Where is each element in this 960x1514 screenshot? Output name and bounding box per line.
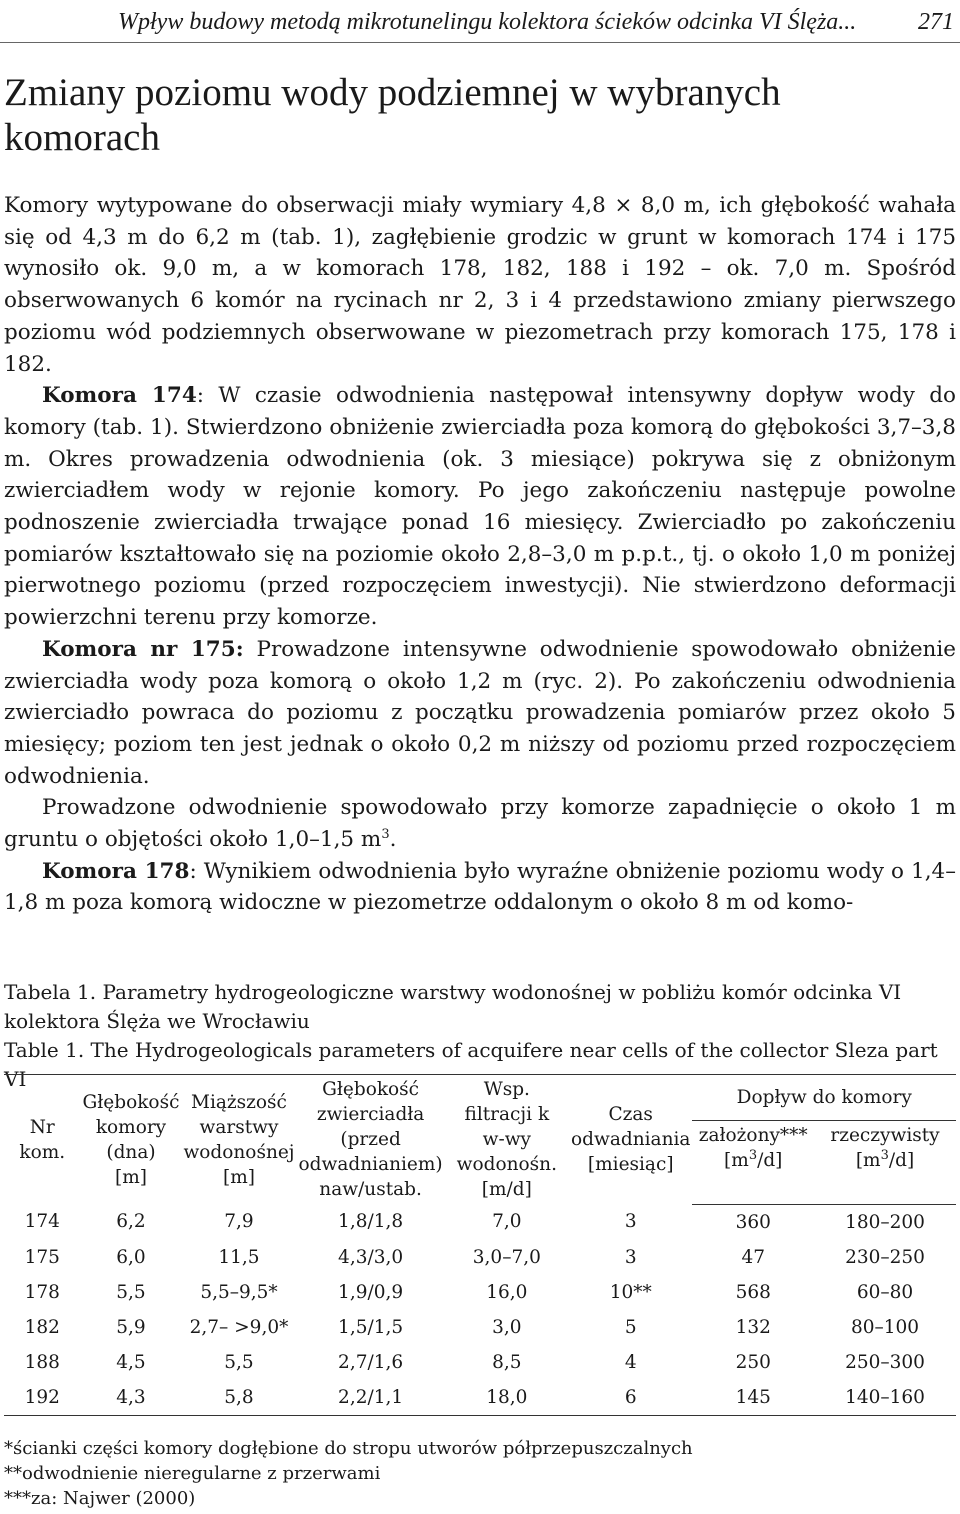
zapadniecie-text: Prowadzone odwodnienie spowodowało przy komorze zapadnięcie o około 1 m gruntu o objętości około 1,0–1,5 m — [4, 795, 956, 853]
body-text — [4, 190, 956, 919]
footnote-triple-star: ***za: Najwer (2000) — [4, 1488, 196, 1509]
zapadniecie-end: . — [389, 827, 397, 853]
footnote-double-star: **odwodnienie nieregularne z przerwami — [4, 1463, 381, 1484]
running-title: Wpływ budowy metodą mikrotunelingu kolektora ścieków odcinka VI Ślęża... — [118, 8, 857, 35]
komora-175-lead: Komora nr 175: — [42, 636, 244, 662]
table-footnotes — [4, 1436, 904, 1511]
header-miazszosc: Miąższość warstwy wodonośnej [m] — [183, 1091, 295, 1188]
table-caption-en: Table 1. The Hydrogeologicals parameters of acquifere near cells of the collector Sleza part VI — [4, 1038, 938, 1091]
zapadniecie-superscript: 3 — [381, 826, 390, 842]
running-header — [118, 6, 954, 38]
komora-174-lead: Komora 174 — [42, 383, 197, 409]
header-czas-odwadniania: Czas odwadniania [miesiąc] — [571, 1104, 691, 1175]
komora-174-text: : W czasie odwodnienia następował intensywny dopływ wody do komory (tab. 1). Stwierdzono obniżenie zwierciadła poza komorą do głębokości 3,7–3,8 m. Okres prowadzenia odwodnienia (ok. 3 miesiące) pokrywa się z obniżonym zwierciadłem wody w rejonie komory. Po jego zakończeniu następuje powolne podnoszenie zwierciadła trwające ponad 16 miesięcy. Zwierciadło po zakończeniu pomiarów kształtowało się na poziomie około 2,8–3,0 m p.p.t., tj. o około 1,0 m poniżej pierwotnego poziomu (przed rozpoczęciem inwestycji). Nie stwierdzono deformacji powierzchni terenu przy komorze. — [4, 383, 956, 631]
page-number: 271 — [918, 8, 954, 35]
header-zalozony: założony*** $[m^3/d]$ — [692, 1120, 814, 1204]
header-doplyw-group: Dopływ do komory — [692, 1075, 956, 1121]
komora-178-text: : Wynikiem odwodnienia było wyraźne obniżenie poziomu wody o 1,4–1,8 m poza komorą widoczne w piezometrze oddalonym o około 8 m od komo- — [4, 858, 956, 916]
header-wsp-filtracji: Wsp. filtracji k w-wy wodonośn. [m/d] — [456, 1079, 557, 1200]
header-nr-kom: Nr kom. — [19, 1116, 66, 1163]
table-row: 174 6,2 7,9 1,8/1,8 7,0 3 360 180–200 — [24, 1211, 925, 1233]
paragraph-intro: Komory wytypowane do obserwacji miały wymiary 4,8 × 8,0 m, ich głębokość wahała się od 4,3 m do 6,2 m (tab. 1), zagłębienie grodzic w grunt w komorach 174 i 175 wynosiło ok. 9,0 m, a w komorach 178, 182, 188 i 192 – ok. 7,0 m. Spośród obserwowanych 6 komór na rycinach nr 2, 3 i 4 przedstawiono zmiany pierwszego poziomu wód podziemnych obserwowane w piezometrach przy komorach 175, 178 i 182. — [4, 193, 956, 377]
parameters-table — [4, 1074, 956, 1416]
footnote-single-star: *ścianki części komory dogłębione do stropu utworów półprzepuszczalnych — [4, 1438, 693, 1459]
table-row: 178 5,5 5,5–9,5* 1,9/0,9 16,0 10** 568 60–80 — [24, 1281, 914, 1303]
table-row: 188 4,5 5,5 2,7/1,6 8,5 4 250 250–300 — [24, 1351, 925, 1373]
paragraph-komora-175 — [4, 634, 956, 793]
header-rzeczywisty: rzeczywisty $[m^3/d]$ — [814, 1120, 956, 1204]
paragraph-komora-178 — [4, 856, 956, 919]
table-caption-pl: Tabela 1. Parametry hydrogeologiczne warstwy wodonośnej w pobliżu komór odcinka VI kolektora Ślęża we Wrocławiu — [4, 980, 902, 1033]
header-glebokosc-komory: Głębokość komory (dna) [m] — [82, 1091, 180, 1188]
komora-175-text: Prowadzone intensywne odwodnienie spowodowało obniżenie zwierciadła wody poza komorą o około 1,2 m (ryc. 2). Po zakończeniu odwodnienia zwierciadło powraca do poziomu z początku prowadzenia pomiarów przez około 5 miesięcy; poziom ten jest jednak o około 0,2 m niższy od poziomu przed rozpoczęciem odwodnienia. — [4, 636, 956, 789]
header-rule — [0, 42, 960, 43]
paragraph-zapadniecie — [4, 792, 956, 855]
komora-178-lead: Komora 178 — [42, 858, 190, 884]
table-row: 175 6,0 11,5 4,3/3,0 3,0–7,0 3 47 230–250 — [24, 1246, 925, 1268]
paragraph-komora-174 — [4, 380, 956, 634]
table-row: 182 5,9 2,7– >9,0* 1,5/1,5 3,0 5 132 80–100 — [24, 1316, 920, 1338]
section-title: Zmiany poziomu wody podziemnej w wybranych komorach — [4, 71, 781, 159]
table-row: 192 4,3 5,8 2,2/1,1 18,0 6 145 140–160 — [4, 1380, 956, 1416]
header-glebokosc-zwierciadla: Głębokość zwierciadła (przed odwadnianiem) naw/ustab. — [298, 1079, 443, 1200]
